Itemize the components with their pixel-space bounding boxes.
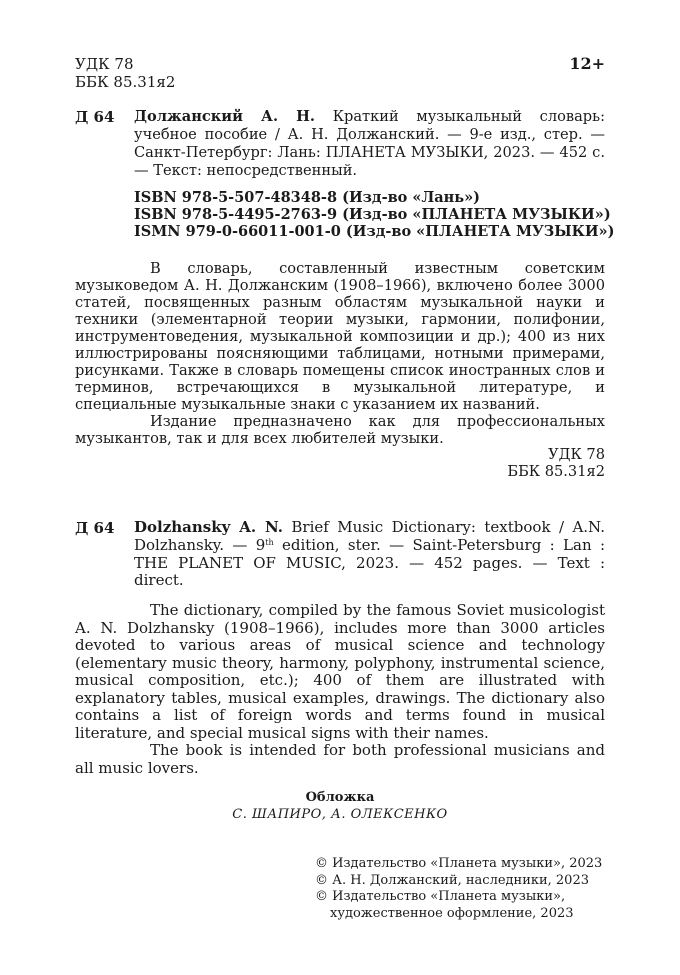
bbk-code-footer: ББК 85.31я2 [507, 463, 605, 480]
udk-header-block [75, 55, 175, 91]
ru-author: Должанский А. Н. [134, 108, 316, 125]
udk-footer-block [507, 446, 605, 480]
ru-abstract-paragraph-1: В словарь, составленный известным советским музыковедом А. Н. Должанским (1908–1966), включено более 3000 статей, посвященных разным областям музыкальной науки и техники (элементарной теории музыки, гармонии, полифонии, инструментоведения, музыкальной композиции и др.); 400 из них иллюстрированы поясняющими таблицами, нотными примерами, рисунками. Также в словарь помещены список иностранных слов и терминов, встречающихся в музыкальной литературе, и специальные музыкальные знаки с указанием их названий. [75, 260, 605, 413]
bbk-code: ББК 85.31я2 [75, 73, 176, 91]
en-bibliographic-entry [134, 519, 605, 590]
udk-code-footer: УДК 78 [548, 446, 605, 463]
en-entry-superscript: th [265, 537, 274, 547]
isbn-planet: ISBN 978-5-4495-2763-9 (Изд-во «ПЛАНЕТА МУЗЫКИ») [134, 206, 611, 223]
isbn-list [134, 189, 614, 240]
copyright-line-1: © Издательство «Планета музыки», 2023 [315, 856, 603, 871]
en-abstract-paragraph-2: The book is intended for both professional musicians and all music lovers. [75, 741, 605, 777]
ru-abstract [75, 260, 605, 447]
ismn-planet: ISMN 979-0-66011-001-0 (Изд-во «ПЛАНЕТА МУЗЫКИ») [134, 223, 615, 240]
copyright-line-3: © Издательство «Планета музыки», [315, 889, 566, 904]
en-author-code: Д 64 [75, 519, 115, 537]
age-rating: 12+ [569, 54, 605, 73]
isbn-lan: ISBN 978-5-507-48348-8 (Изд-во «Лань») [134, 189, 481, 206]
cover-designers: С. ШАПИРО, А. ОЛЕКСЕНКО [232, 807, 448, 822]
en-entry-part1: Brief Music Dictionary: textbook / A.N. Dolzhansky. — 9 [134, 518, 605, 554]
copyright-line-2: © А. Н. Должанский, наследники, 2023 [315, 872, 589, 888]
en-author: Dolzhansky A. N. [134, 518, 283, 536]
en-entry-part2: edition, ster. — Saint-Petersburg : Lan : THE PLANET OF MUSIC, 2023. — 452 pages. — Text : direct. [134, 535, 605, 590]
udk-code: УДК 78 [75, 55, 134, 73]
en-abstract-paragraph-1: The dictionary, compiled by the famous Soviet musicologist A. N. Dolzhansky (1908–1966), includes more than 3000 articles devoted to various areas of musical science and technology (elementary music theory, harmony, polyphony, instrumental science, musical composition, etc.); 400 of them are illustrated with explanatory tables, musical examples, drawings. The dictionary also contains a list of foreign words and terms found in musical literature, and special musical signs with their names. [75, 601, 605, 742]
ru-abstract-paragraph-2: Издание предназначено как для профессиональных музыкантов, так и для всех любителей музыки. [75, 413, 605, 447]
cover-label: Обложка [305, 790, 375, 805]
ru-entry-text: Краткий музыкальный словарь: учебное пособие / А. Н. Должанский. — 9-е изд., стер. — Санкт-Петербург: Лань: ПЛАНЕТА МУЗЫКИ, 2023. — 452 с. — Текст: непосредственный. [134, 108, 606, 179]
copyright-line-4: художественное оформление, 2023 [330, 905, 574, 921]
copyright-block [315, 856, 602, 922]
ru-bibliographic-entry [134, 108, 605, 180]
ru-author-code: Д 64 [75, 108, 115, 126]
en-abstract [75, 602, 605, 777]
